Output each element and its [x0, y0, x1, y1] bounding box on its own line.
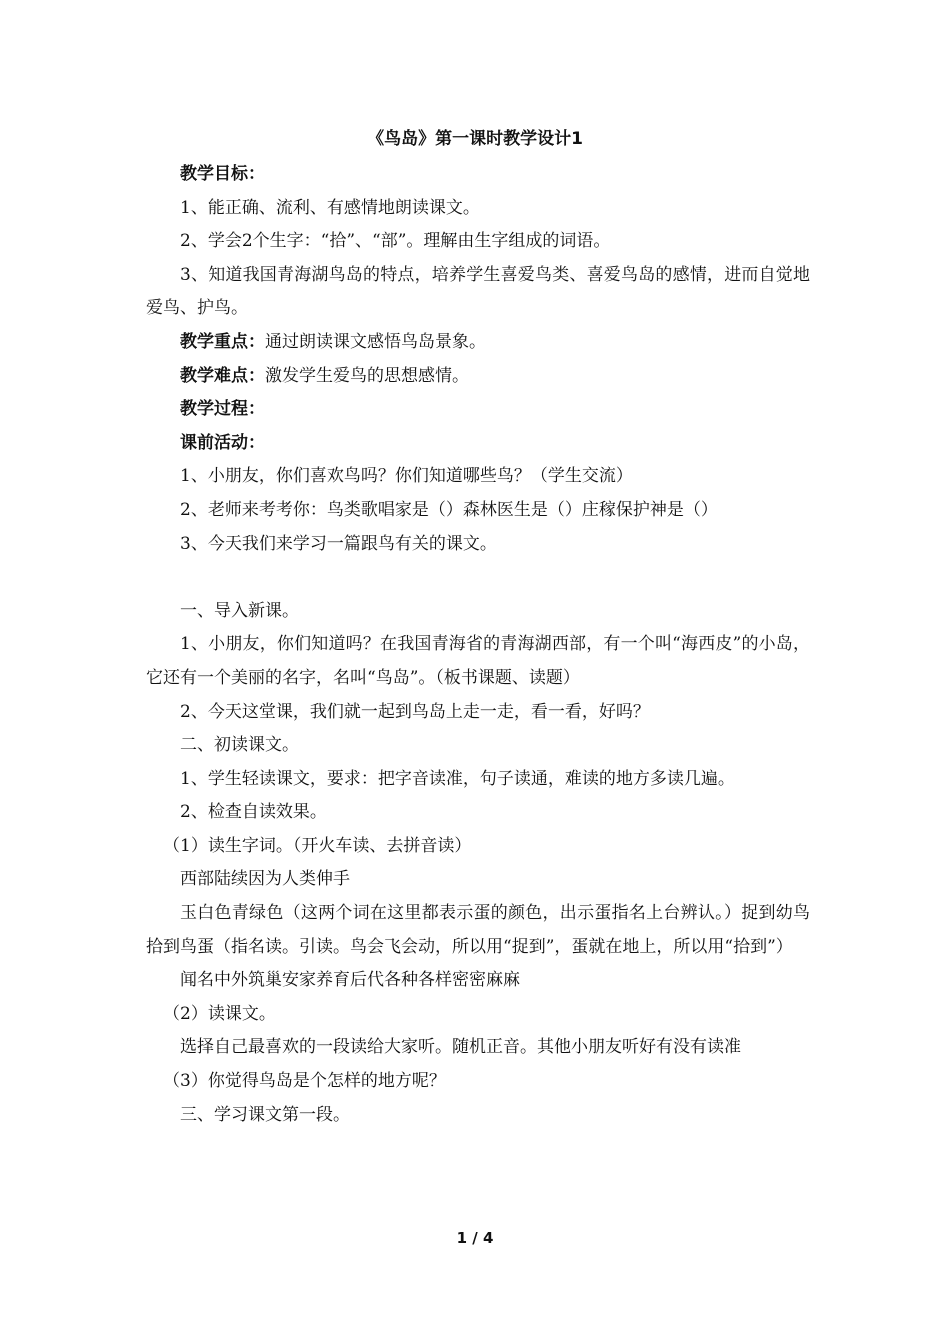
process-heading: 教学过程： [180, 399, 265, 420]
objective-3: 3、知道我国青海湖鸟岛的特点，培养学生喜爱鸟类、喜爱鸟岛的感情，进而自觉地爱鸟、护鸟。 [146, 264, 810, 319]
section-2-heading: 二、初读课文。 [180, 735, 299, 756]
objective-2: 2、学会2个生字：“拾”、“部”。理解由生字组成的词语。 [180, 231, 611, 252]
section-2-paragraph-2: 2、检查自读效果。 [180, 802, 327, 823]
section-2-words-3: 闻名中外筑巢安家养育后代各种各样密密麻麻 [180, 970, 520, 991]
key-point-text: 通过朗读课文感悟鸟岛景象。 [265, 331, 486, 352]
section-2-words-1: 西部陆续因为人类伸手 [180, 869, 350, 890]
section-2-paragraph-1: 1、学生轻读课文，要求：把字音读准，句子读通，难读的地方多读几遍。 [180, 768, 735, 789]
objective-1: 1、能正确、流利、有感情地朗读课文。 [180, 197, 480, 218]
document-body [146, 158, 810, 1132]
section-2-paragraph-5: 选择自己最喜欢的一段读给大家听。随机正音。其他小朋友听好有没有读准 [180, 1037, 741, 1058]
pre-class-item-3: 3、今天我们来学习一篇跟鸟有关的课文。 [180, 533, 497, 554]
section-1-heading: 一、导入新课。 [180, 600, 299, 621]
difficulty-text: 激发学生爱鸟的思想感情。 [265, 365, 469, 386]
section-2-paragraph-3: （1）读生字词。（开火车读、去拼音读） [163, 835, 472, 856]
pre-class-item-1: 1、小朋友，你们喜欢鸟吗？你们知道哪些鸟？（学生交流） [180, 466, 633, 487]
blank-line [146, 561, 810, 595]
pre-class-item-2: 2、老师来考考你：鸟类歌唱家是（）森林医生是（）庄稼保护神是（） [180, 499, 718, 520]
section-2-words-2: 玉白色青绿色（这两个词在这里都表示蛋的颜色，出示蛋指名上台辨认。）捉到幼鸟拾到鸟蛋（指名读。引读。鸟会飞会动，所以用“捉到”，蛋就在地上，所以用“拾到”） [146, 903, 810, 957]
section-1-paragraph-2: 2、今天这堂课，我们就一起到鸟岛上走一走，看一看，好吗？ [180, 701, 650, 722]
page-number: 1 / 4 [456, 1229, 494, 1247]
objectives-heading: 教学目标： [180, 164, 265, 184]
document-title: 《鸟岛》第一课时教学设计1 [367, 129, 583, 149]
section-1-paragraph-1: 1、小朋友，你们知道吗？在我国青海省的青海湖西部，有一个叫“海西皮”的小岛，它还有一个美丽的名字，名叫“鸟岛”。（板书课题、读题） [146, 634, 810, 688]
pre-class-heading: 课前活动： [180, 432, 265, 453]
section-3-heading: 三、学习课文第一段。 [180, 1104, 350, 1125]
section-2-paragraph-6: （3）你觉得鸟岛是个怎样的地方呢？ [163, 1071, 446, 1092]
difficulty-label: 教学难点： [180, 365, 265, 386]
key-point [146, 326, 810, 360]
difficulty [146, 360, 810, 394]
key-point-label: 教学重点： [180, 331, 265, 352]
section-2-paragraph-4: （2）读课文。 [163, 1003, 276, 1024]
